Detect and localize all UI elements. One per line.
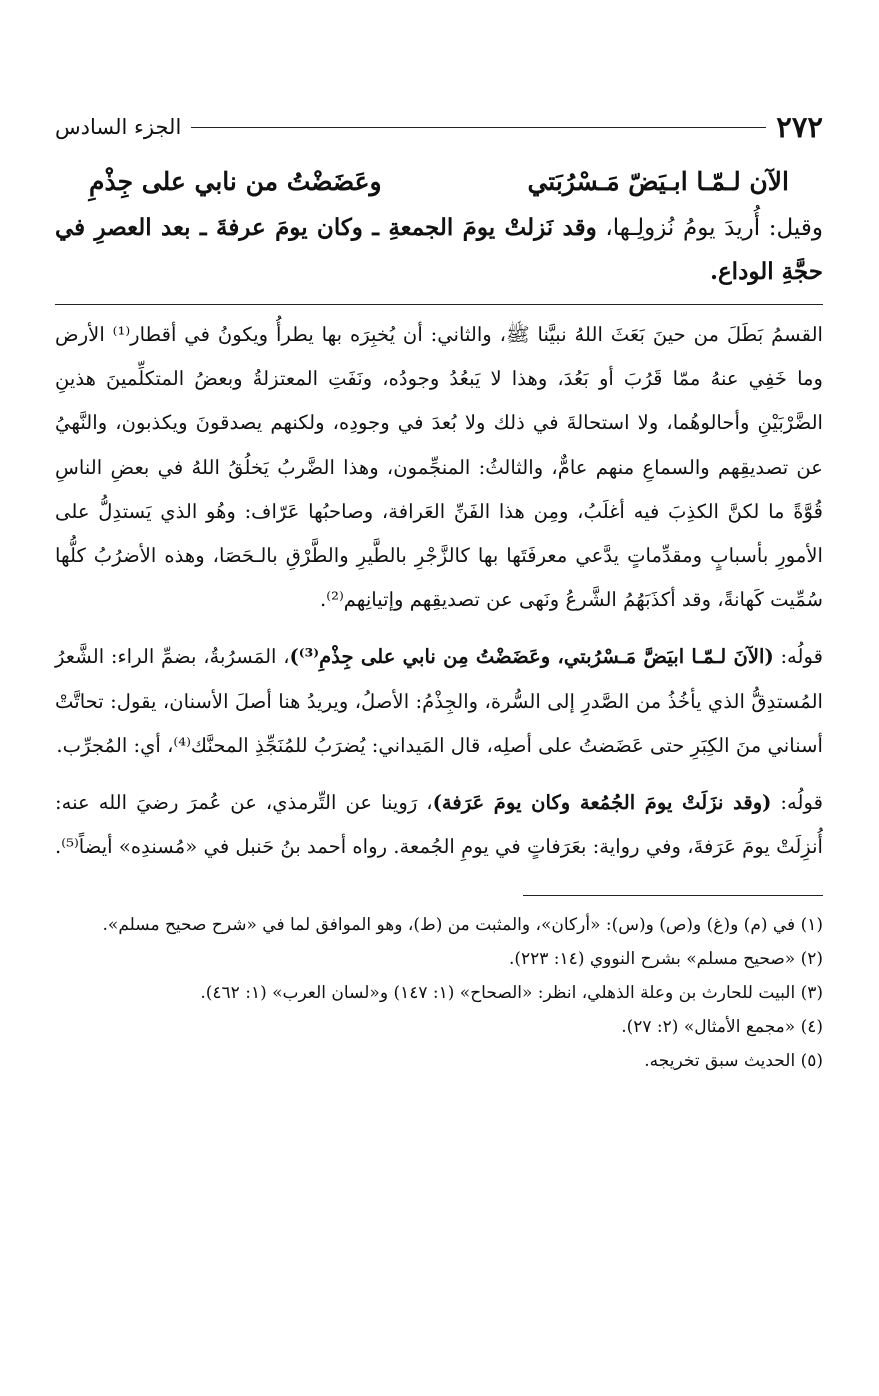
- verse-second-hemistich: وعَضَضْتُ من نابي على جِذْمِ: [89, 167, 382, 196]
- verse-first-hemistich: الآن لـمّـا ابـيَضّ مَـسْرُبَتي: [527, 167, 789, 196]
- running-head: [55, 105, 823, 149]
- commentary-paragraph: القسمُ بَطَلَ من حينَ بَعَثَ اللهُ نبيَّنا ﷺ، والثاني: أن يُخبِرَه بها يطرأُ ويكونُ في أقطار⁽¹⁾ الأرض وما خَفِي عنهُ ممّا قَرُبَ أو بَعُدَ، وهذا لا يَبعُدُ وجودُه، ونَفَتِ المعتزلةُ وبعضُ المتكلِّمينَ هذينِ الضَّرْبَيْنِ وأحالوهُما، ولا استحالةَ في ذلك ولا بُعدَ في وجودِه، ولكنهم يصدقونَ ويكذبون، والنَّهيُ عن تصديقِهم والسماعِ منهم عامٌّ، والثالثُ: المنجِّمون، وهذا الضَّربُ يَخلُقُ اللهُ في بعضِ الناسِ قُوَّةً ما لكنَّ الكذِبَ فيه أغلَبُ، ومِن هذا الفَنِّ العَرافة، وصاحبُها عَرّاف: وهُو الذي يَستدِلُّ على الأمورِ بأسبابٍ ومقدِّماتٍ يدَّعي معرفَتَها بها كالزَّجْرِ بالطَّيرِ والطَّرْقِ بالـحَصَا، وهذه الأضرُبُ كلُّها سُمِّيت كَهانةً، وقد أكذَبَهُمُ الشَّرعُ ونَهى عن تصديقِهم وإتيانِهم⁽²⁾.: [55, 323, 823, 612]
- commentary-paragraph: [55, 635, 823, 768]
- commentary-paragraph: [55, 781, 823, 869]
- footnote-rule: [523, 895, 823, 896]
- main-text-bold: وقد نَزلتْ يومَ الجمعةِ ـ وكان يومَ عرفةَ ـ بعد العصرِ في حجَّةِ الوداع.: [55, 214, 823, 285]
- page-number: ٢٧٢: [776, 110, 823, 144]
- quoted-verse: (الآنَ لـمّـا ابيَضَّ مَـسْرُبتي، وعَضَضْتُ مِن نابي على جِذْمِ⁽³⁾): [289, 645, 774, 669]
- footnote-4: (٤) «مجمع الأمثال» (٢: ٢٧).: [621, 1017, 823, 1038]
- quote-intro: قولُه:: [771, 791, 823, 815]
- quoted-text: (وقد نزَلَتْ يومَ الجُمُعة وكان يومَ عَرَفة): [432, 791, 772, 815]
- commentary-text: ، المَسرُبةُ، بضمِّ الراء: الشَّعرُ المُستدِقُّ الذي يأخُذُ من الصَّدرِ إلى السُّرة، والجِذْمُ: الأصلُ، ويريدُ هنا أصلَ الأسنان، يقول: تحاتَّتْ أسناني منَ الكِبَرِ حتى عَضَضتُ على أصلِه، قال المَيداني: يُضرَبُ للمُنَجِّذِ المحنَّك⁽⁴⁾، أي: المُجرِّب.: [55, 645, 823, 757]
- footnote-5: (٥) الحديث سبق تخريجه.: [644, 1051, 823, 1072]
- book-page: [55, 105, 823, 1078]
- footnote-3: (٣) البيت للحارث بن وعلة الذهلي، انظر: «الصحاح» (١: ١٤٧) و«لسان العرب» (١: ٤٦٢).: [200, 983, 823, 1004]
- footnote-2: (٢) «صحيح مسلم» بشرح النووي (١٤: ٢٢٣).: [508, 949, 823, 970]
- main-text: [55, 206, 823, 294]
- volume-title: الجزء السادس: [55, 115, 182, 139]
- poetry-verse: [89, 167, 789, 196]
- commentary-section: [55, 313, 823, 869]
- commentary-text: ، رَوينا عن التِّرمذي، عن عُمرَ رضيَ الله عنه: أُنزِلَتْ يومَ عَرَفةَ، وفي رواية: بعَرَفاتٍ في يومِ الجُمعة. رواه أحمد بنُ حَنبل في «مُسندِه» أيضاً⁽⁵⁾.: [55, 791, 823, 859]
- main-text-lead: وقيل: أُريدَ يومُ نُزولِـها،: [596, 215, 823, 241]
- quote-intro: قولُه:: [773, 645, 824, 669]
- header-rule: [191, 127, 766, 128]
- text-separator-rule: [55, 304, 823, 305]
- footnote-1: (١) في (م) و(غ) و(ص) و(س): «أركان»، والمثبت من (ط)، وهو الموافق لما في «شرح صحيح مسلم».: [102, 915, 823, 936]
- footnotes: [55, 908, 823, 1078]
